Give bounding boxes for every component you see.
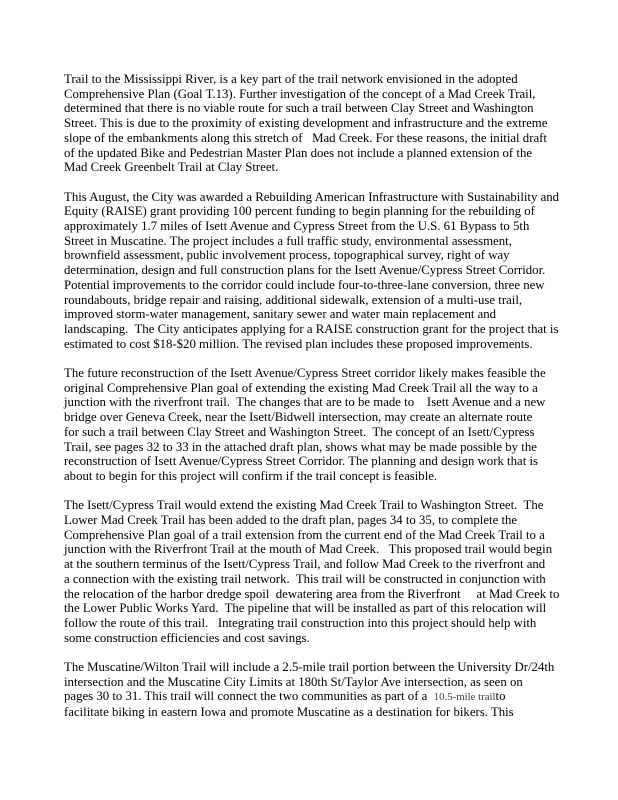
text-segment: intersection and the Muscatine City Limits at 180th St/Taylor Ave intersection, as seen on [64, 674, 523, 689]
text-segment: of the updated Bike and Pedestrian Master Plan does not include a planned extension of the [64, 145, 533, 160]
text-line [64, 395, 564, 410]
text-line [64, 528, 564, 543]
text-segment: roundabouts, bridge repair and raising, additional sidewalk, extension of a multi-use trail, [64, 292, 523, 307]
text-segment: slope of the embankments along this stretch of Mad Creek. For these reasons, the initial draft [64, 130, 547, 145]
text-segment: determination, design and full construction plans for the Isett Avenue/Cypress Street Corridor. [64, 263, 546, 278]
text-segment: bridge over Geneva Creek, near the Isett/Bidwell intersection, may create an alternate route [64, 410, 533, 425]
text-line [64, 542, 564, 557]
text-segment: Mad Creek Greenbelt Trail at Clay Street. [64, 160, 279, 175]
text-line [64, 675, 564, 690]
inserted-text: 10.5-mile trail [433, 691, 496, 704]
text-line [64, 131, 564, 146]
text-line [64, 234, 564, 249]
text-line [64, 572, 564, 587]
paragraph-1 [64, 72, 564, 175]
text-segment: determined that there is no viable route for such a trail between Clay Street and Washington [64, 101, 534, 116]
text-line [64, 190, 564, 205]
text-line [64, 146, 564, 161]
text-segment: for such a trail between Clay Street and Washington Street. The concept of an Isett/Cypress [64, 424, 535, 439]
text-segment: Street in Muscatine. The project includes a full traffic study, environmental assessment, [64, 233, 512, 248]
text-line [64, 705, 564, 720]
text-segment: The Isett/Cypress Trail would extend the existing Mad Creek Trail to Washington Street. The [64, 498, 544, 513]
text-segment: pages 30 to 31. This trail will connect the two communities as part of a [64, 689, 434, 704]
text-segment: reconstruction of Isett Avenue/Cypress Street Corridor. The planning and design work that is [64, 454, 538, 469]
text-segment: Comprehensive Plan (Goal T.13). Further investigation of the concept of a Mad Creek Trail, [64, 86, 536, 101]
text-segment: facilitate biking in eastern Iowa and promote Muscatine as a destination for bikers. This [64, 705, 514, 720]
text-segment: original Comprehensive Plan goal of extending the existing Mad Creek Trail all the way to a [64, 380, 538, 395]
text-segment: improved storm-water management, sanitary sewer and water main replacement and [64, 307, 497, 322]
text-line [64, 469, 564, 484]
text-segment: estimated to cost $18-$20 million. The revised plan includes these proposed improvements. [64, 336, 533, 351]
text-line [64, 631, 564, 646]
text-line [64, 248, 564, 263]
text-segment: to [495, 689, 506, 704]
text-segment: junction with the riverfront trail. The changes that are to be made to Isett Avenue and a new [64, 395, 546, 410]
text-line [64, 601, 564, 616]
text-segment: about to begin for this project will confirm if the trail concept is feasible. [64, 468, 438, 483]
text-segment: approximately 1.7 miles of Isett Avenue and Cypress Street from the U.S. 61 Bypass to 5th [64, 219, 530, 234]
text-line [64, 425, 564, 440]
text-line [64, 587, 564, 602]
document-page [64, 72, 564, 720]
text-line [64, 410, 564, 425]
text-line [64, 616, 564, 631]
text-line [64, 381, 564, 396]
text-line [64, 219, 564, 234]
text-segment: Trail, see pages 32 to 33 in the attached draft plan, shows what may be made possible by the [64, 439, 537, 454]
text-line [64, 307, 564, 322]
text-line [64, 293, 564, 308]
text-segment: some construction efficiencies and cost savings. [64, 630, 310, 645]
text-line [64, 513, 564, 528]
text-segment: The future reconstruction of the Isett Avenue/Cypress Street corridor likely makes feasible the [64, 366, 546, 381]
text-segment: the relocation of the harbor dredge spoil dewatering area from the Riverfront at Mad Creek to [64, 586, 560, 601]
text-segment: Equity (RAISE) grant providing 100 percent funding to begin planning for the rebuilding of [64, 204, 535, 219]
text-segment: follow the route of this trail. Integrating trail construction into this project should help with [64, 615, 537, 630]
text-segment: Trail to the Mississippi River, is a key part of the trail network envisioned in the adopted [64, 72, 518, 86]
text-segment: at the southern terminus of the Isett/Cypress Trail, and follow Mad Creek to the riverfront and [64, 557, 546, 572]
text-line [64, 366, 564, 381]
text-segment: the Lower Public Works Yard. The pipeline that will be installed as part of this relocation will [64, 601, 547, 616]
paragraph-2 [64, 190, 564, 352]
text-segment: brownfield assessment, public involvement process, topographical survey, right of way [64, 248, 510, 263]
text-segment: a connection with the existing trail network. This trail will be constructed in conjunction with [64, 571, 546, 586]
text-segment: Comprehensive Plan goal of a trail extension from the current end of the Mad Creek Trail to a [64, 527, 545, 542]
text-line [64, 116, 564, 131]
text-line [64, 454, 564, 469]
paragraph-4 [64, 498, 564, 645]
text-line [64, 660, 564, 675]
text-segment: This August, the City was awarded a Rebuilding American Infrastructure with Sustainability and [64, 189, 560, 204]
text-segment: junction with the Riverfront Trail at the mouth of Mad Creek. This proposed trail would begin [64, 542, 553, 557]
text-line [64, 322, 564, 337]
text-line [64, 278, 564, 293]
text-line [64, 498, 564, 513]
text-line [64, 72, 564, 87]
text-segment: The Muscatine/Wilton Trail will include a 2.5-mile trail portion between the University Dr/24th [64, 660, 555, 675]
text-line [64, 337, 564, 352]
text-segment: landscaping. The City anticipates applying for a RAISE construction grant for the project that is [64, 321, 559, 336]
text-segment: Lower Mad Creek Trail has been added to the draft plan, pages 34 to 35, to complete the [64, 513, 518, 528]
text-line [64, 204, 564, 219]
paragraph-3 [64, 366, 564, 484]
text-line [64, 440, 564, 455]
text-line [64, 689, 564, 705]
text-segment: Potential improvements to the corridor could include four-to-three-lane conversion, three new [64, 277, 545, 292]
text-line [64, 557, 564, 572]
text-line [64, 263, 564, 278]
text-line [64, 101, 564, 116]
text-line [64, 87, 564, 102]
text-segment: Street. This is due to the proximity of existing development and infrastructure and the extreme [64, 116, 548, 131]
text-line [64, 160, 564, 175]
paragraph-5 [64, 660, 564, 720]
